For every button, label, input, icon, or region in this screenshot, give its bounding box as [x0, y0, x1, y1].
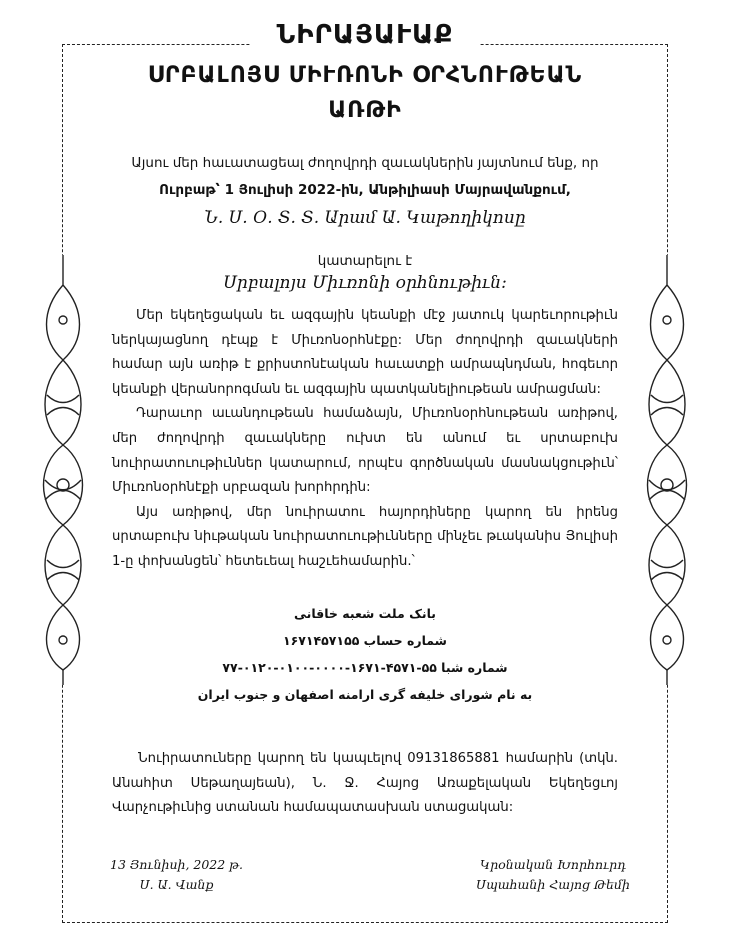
body-text	[112, 304, 618, 575]
document-title: ՆԻՐԱՅԱՒԱՔ	[276, 20, 454, 50]
signature-diocese: Սպահանի Հայոց Թեմի	[475, 877, 630, 892]
announcement-performing: կատարելու է	[317, 253, 413, 269]
left-ornament-icon	[37, 255, 89, 685]
signature-place: Ս. Ա. Վանք	[139, 877, 214, 892]
left-ornament	[37, 255, 89, 685]
right-ornament-icon	[641, 255, 693, 685]
document-subtitle-line1: ՍՐԲԱԼՈՅՍ ՄԻՒՌՈՆԻ ՕՐՀՆՈՒԹԵԱՆ	[147, 63, 583, 88]
signature-right	[476, 855, 630, 895]
announcement-ceremony: Սրբալոյս Միւռոնի օրհնութիւն:	[223, 273, 507, 293]
sheba-number: شماره شبا ۵۵-۴۵۷۱-۱۶۷۱-۰۰۰۰-۰۱۰۰-۰۱۲۰-۷۷	[222, 660, 508, 675]
document-subtitle-line2: ԱՌԹԻ	[328, 98, 402, 123]
frame-bottom-border	[62, 922, 668, 923]
right-ornament	[641, 255, 693, 685]
account-number: شماره حساب ۱۶۷۱۴۵۷۱۵۵	[283, 633, 447, 648]
announcement-names: Ն. Ս. Օ. Տ. Տ. Արամ Ա. Կաթողիկոսը	[204, 208, 526, 228]
announcement-intro: Այսու մեր հաւատացեալ ժողովրդի զաւակներին յայտնում ենք, որ	[131, 155, 599, 171]
signature-left	[110, 855, 243, 895]
signature-date: 13 Յունիսի, 2022 թ.	[110, 857, 244, 872]
bank-info	[110, 600, 620, 708]
account-holder: به نام شورای خلیفه گری ارامنه اصفهان و جنوب ایران	[197, 687, 533, 702]
announcement-date-location: Ուրբաթ՝ 1 Յուլիսի 2022-ին, Անթիլիասի Մայրավանքում,	[159, 182, 571, 198]
body-paragraph-2: Դարաւոր աւանդութեան համաձայն, Միւռոնօրհնութեան առիթով, մեր ժողովրդի զաւակները ուխտ են անում եւ սրտաբուխ նուիրատուութիւններ կատարում, որպէս գործնական մասնակցութիւն՝ Միւռոնօրհնէքի սրբազան խորհրդին:	[112, 406, 618, 496]
bank-name: بانک ملت شعبه خاقانی	[294, 606, 436, 621]
body-paragraph-1: Մեր եկեղեցական եւ ազգային կեանքի մէջ յատուկ կարեւորութիւն ներկայացնող դէպք է Միւռոնօրհնէքը: Մեր ժողովրդի զաւակների համար այն առիթ է քրիստոնէական հաւատքի ամրապնդման, հոգեւոր կեանքի վերանորոգման եւ ազգային պատկանելիութեան ամրացման:	[112, 308, 618, 397]
donation-note	[112, 747, 618, 821]
body-paragraph-3: Այս առիթով, մեր նուիրատու հայորդիները կարող են իրենց սրտաբուխ նիւթական նուիրատուութիւնները մինչեւ թւականիս Յուլիսի 1-ը փոխանցեն՝ հետեւեալ հաշւեհամարին.՝	[112, 504, 618, 569]
signature-council: Կրօնական Խորհուրդ	[480, 857, 626, 872]
donation-note-text: Նուիրատուները կարող են կապւելով 09131865881 համարին (տկն. Անահիտ Սեթաղայեան), Ն. Ջ. Հայոց Առաքելական Եկեղեցւոյ Վարչութիւնից ստանան համապատասխան ստացական:	[112, 751, 618, 816]
